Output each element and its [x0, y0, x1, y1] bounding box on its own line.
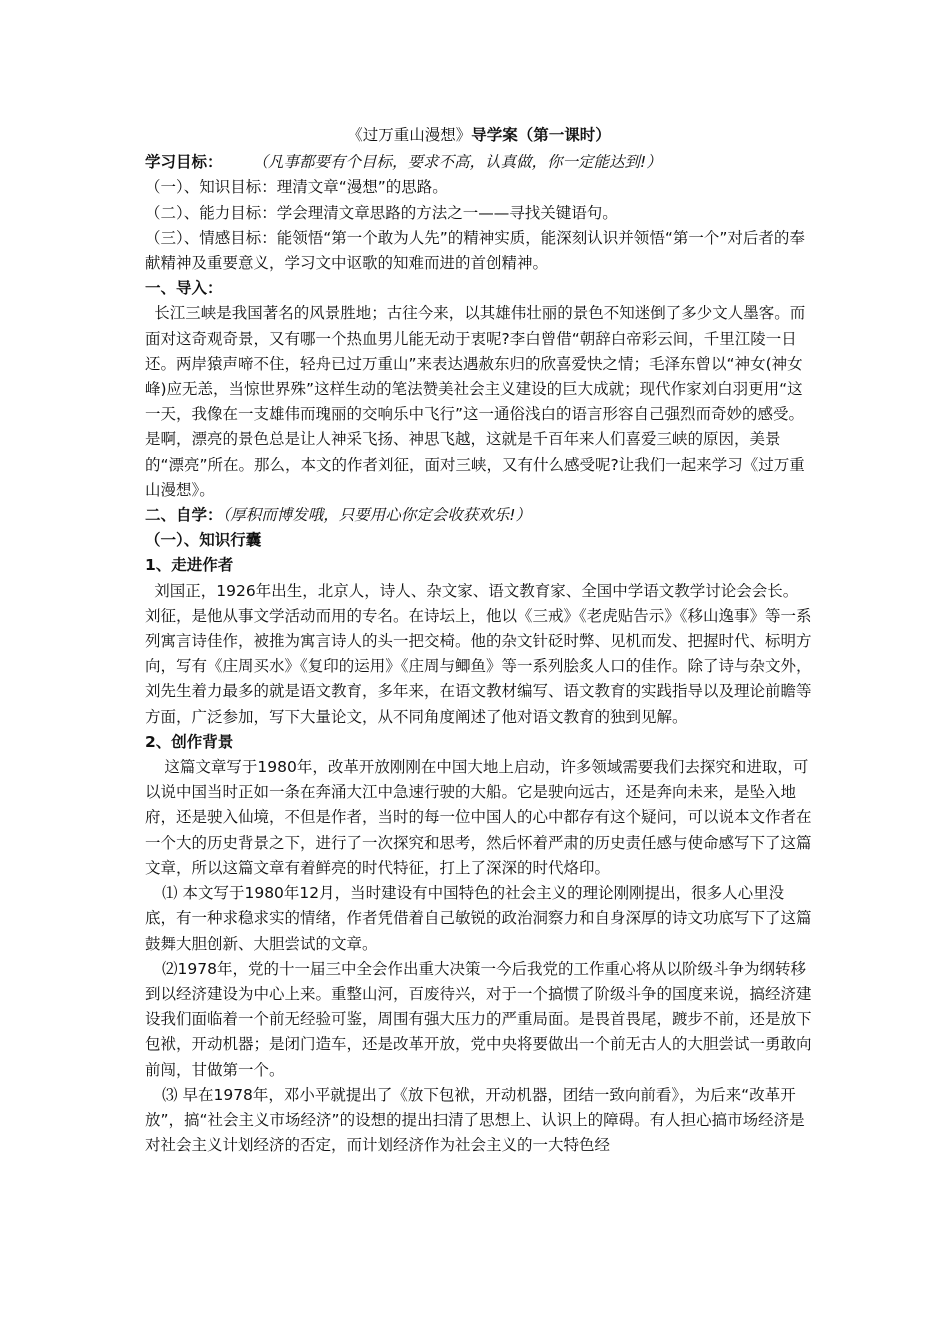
background-point-3: ⑶ 早在1978年，邓小平就提出了《放下包袱，开动机器，团结一致向前看》，为后来“改革开放”，搞“社会主义市场经济”的设想的提出扫清了思想上、认识上的障碍。有人担心搞市场经济是对社会主义计划经济的否定，而计划经济作为社会主义的一大特色经 [145, 1085, 805, 1155]
self-study-heading: 二、自学： [145, 506, 223, 525]
goals-label: 学习目标： [145, 153, 223, 172]
background-paragraph: 这篇文章写于1980年，改革开放刚刚在中国大地上启动，许多领域需要我们去探究和进取，可以说中国当时正如一条在奔涌大江中急速行驶的大船。它是驶向远古，还是奔向未来，是坠入地府，还是驶入仙境，不但是作者，当时的每一位中国人的心中都存有这个疑问，可以说本文作者在一个大的历史背景之下，进行了一次探究和思考，然后怀着严肃的历史责任感与使命感写下了这篇文章，所以这篇文章有着鲜亮的时代特征，打上了深深的时代烙印。 [145, 758, 812, 877]
goal-knowledge: （一）、知识目标：理清文章“漫想”的思路。 [145, 178, 448, 197]
intro-paragraph: 长江三峡是我国著名的风景胜地；古往今来，以其雄伟壮丽的景色不知迷倒了多少文人墨客。而面对这奇观奇景，又有哪一个热血男儿能无动于衷呢?李白曾借“朝辞白帝彩云间，千里江陵一日还。两岸猿声啼不住，轻舟已过万重山”来表达遇赦东归的欣喜爱快之情；毛泽东曾以“神女(神女峰)应无恙，当惊世界殊”这样生动的笔法赞美社会主义建设的巨大成就；现代作家刘白羽更用“这一天，我像在一支雄伟而瑰丽的交响乐中飞行”这一通俗浅白的语言形容自己强烈而奇妙的感受。是啊，漂亮的景色总是让人神采飞扬、神思飞越，这就是千百年来人们喜爱三峡的原因，美景的“漂亮”所在。那么，本文的作者刘征，面对三峡，又有什么感受呢?让我们一起来学习《过万重山漫想》。 [145, 304, 806, 499]
author-heading: 1、走进作者 [145, 556, 234, 575]
title-book-name: 《过万重山漫想》 [347, 126, 472, 144]
goal-emotion: （三）、情感目标：能领悟“第一个敢为人先”的精神实质，能深刻认识并领悟“第一个”对后者的奉献精神及重要意义，学习文中讴歌的知难而进的首创精神。 [145, 228, 805, 273]
goals-note: （凡事都要有个目标，要求不高，认真做，你一定能达到!） [252, 153, 662, 172]
background-heading: 2、创作背景 [145, 732, 234, 751]
learning-goals-line [145, 150, 813, 175]
title-subtitle: 导学案（第一课时） [471, 126, 611, 144]
self-study-line [145, 503, 813, 528]
intro-heading: 一、导入： [145, 279, 223, 298]
knowledge-heading: （一）、知识行囊 [145, 531, 262, 550]
self-study-note: （厚积而博发哦，只要用心你定会收获欢乐!） [222, 506, 531, 525]
background-point-2: ⑵1978年，党的十一届三中全会作出重大决策一今后我党的工作重心将从以阶级斗争为纲转移到以经济建设为中心上来。重整山河，百废待兴，对于一个搞惯了阶级斗争的国度来说，搞经济建设我们面临着一个前无经验可鉴，周围有强大压力的严重局面。是畏首畏尾，踱步不前，还是放下包袱，开动机器；是闭门造车，还是改革开放，党中央将要做出一个前无古人的大胆尝试一勇敢向前闯，甘做第一个。 [145, 959, 812, 1079]
document-title [145, 123, 813, 148]
background-point-1: ⑴ 本文写于1980年12月，当时建设有中国特色的社会主义的理论刚刚提出，很多人心里没底，有一种求稳求实的情绪，作者凭借着自己敏锐的政治洞察力和自身深厚的诗文功底写下了这篇鼓舞大胆创新、大胆尝试的文章。 [145, 884, 812, 953]
goal-ability: （二）、能力目标：学会理清文章思路的方法之一——寻找关键语句。 [145, 203, 618, 222]
document-body [145, 123, 813, 1158]
author-paragraph: 刘国正，1926年出生，北京人，诗人、杂文家、语文教育家、全国中学语文教学讨论会会长。刘征，是他从事文学活动而用的专名。在诗坛上，他以《三戒》《老虎贴告示》《移山逸事》等一系列寓言诗佳作，被推为寓言诗人的头一把交椅。他的杂文针砭时弊、见机而发、把握时代、标明方向，写有《庄周买水》《复印的运用》《庄周与鲫鱼》等一系列脍炙人口的佳作。除了诗与杂文外，刘先生着力最多的就是语文教育，多年来，在语文教材编写、语文教育的实践指导以及理论前瞻等方面，广泛参加，写下大量论文，从不同角度阐述了他对语文教育的独到见解。 [145, 581, 812, 726]
